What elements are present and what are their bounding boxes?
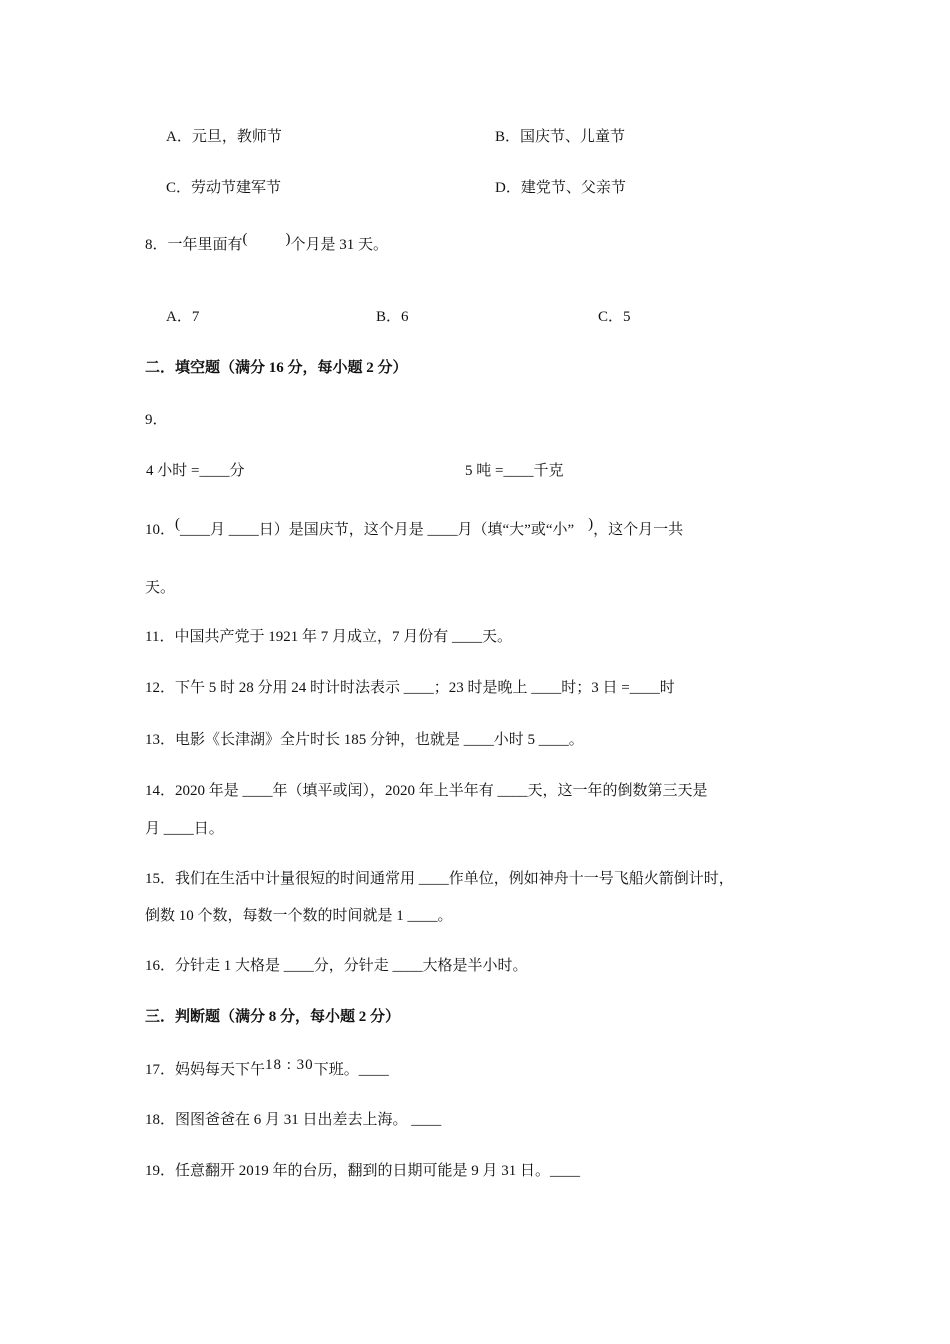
q8-option-a: A．7 (166, 309, 200, 325)
q9-right: 5 吨 =____千克 (465, 463, 564, 479)
q17-text (145, 1059, 389, 1081)
q10-number: 10． (145, 522, 176, 538)
q8-option-b: B．6 (376, 309, 409, 325)
q10-close-paren: ) (588, 516, 594, 532)
q7-option-a: A．元旦，教师节 (166, 129, 282, 145)
section-3-title: 三．判断题（满分 8 分，每小题 2 分） (145, 1009, 401, 1025)
q7-option-d: D．建党节、父亲节 (495, 180, 626, 196)
q7-option-b: B．国庆节、儿童节 (495, 129, 626, 145)
q10-tail: ，这个月一共 (593, 522, 684, 538)
q17-post: 下班。____ (313, 1062, 389, 1078)
q10-line1 (145, 516, 684, 541)
q15-line2: 倒数 10 个数，每数一个数的时间就是 1 ____。 (145, 908, 453, 924)
q8-option-c: C．5 (598, 309, 631, 325)
q8-post: 个月是 31 天。 (290, 237, 389, 253)
q14-line2: 月 ____日。 (145, 821, 224, 837)
q14-line1: 14．2020 年是 ____年（填平或闰），2020 年上半年有 ____天，这一年的倒数第三天是 (145, 783, 708, 799)
q12-text: 12．下午 5 时 28 分用 24 时计时法表示 ____；23 时是晚上 ____时；3 日 =____时 (145, 680, 675, 696)
q10-line2: 天。 (145, 580, 176, 596)
q16-text: 16．分针走 1 大格是 ____分，分针走 ____大格是半小时。 (145, 958, 528, 974)
q10-open-paren: ( (175, 516, 181, 532)
q7-option-c: C．劳动节建军节 (166, 180, 282, 196)
q11-text: 11．中国共产党于 1921 年 7 月成立，7 月份有 ____天。 (145, 629, 512, 645)
q8-open-paren: ( (242, 231, 248, 247)
q8-close-paren: ) (285, 231, 291, 247)
q8-stem (145, 231, 389, 256)
q15-line1: 15．我们在生活中计量很短的时间通常用 ____作单位，例如神舟十一号飞船火箭倒计时， (145, 871, 734, 887)
q10-mid: ____月 ____日）是国庆节，这个月是 ____月（填“大”或“小” (180, 522, 575, 538)
q17-time: 18 : 30 (265, 1057, 314, 1073)
q9-number: 9． (145, 412, 168, 428)
section-2-title: 二．填空题（满分 16 分，每小题 2 分） (145, 360, 408, 376)
q18-text: 18．图图爸爸在 6 月 31 日出差去上海。 ____ (145, 1112, 442, 1128)
q9-left: 4 小时 =____分 (146, 463, 245, 479)
q8-pre: 8．一年里面有 (145, 237, 243, 253)
q17-pre: 17．妈妈每天下午 (145, 1062, 266, 1078)
q13-text: 13．电影《长津湖》全片时长 185 分钟，也就是 ____小时 5 ____。 (145, 732, 584, 748)
q19-text: 19．任意翻开 2019 年的台历，翻到的日期可能是 9 月 31 日。____ (145, 1163, 581, 1179)
